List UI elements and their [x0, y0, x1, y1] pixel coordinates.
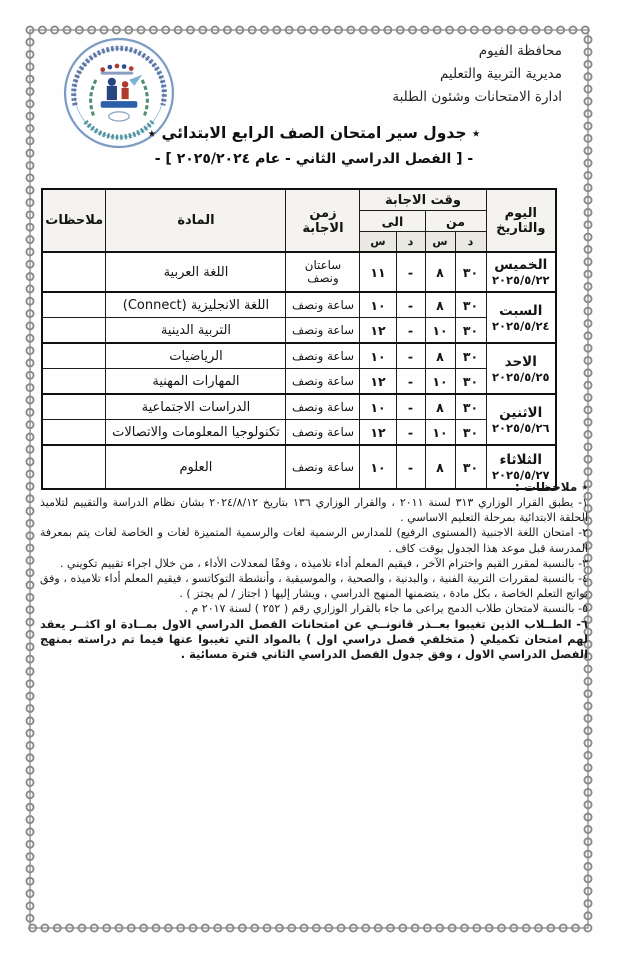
from-minutes: ٣٠ — [455, 445, 486, 489]
footnotes-heading: ٭ ملاحظات : — [514, 480, 588, 494]
duration-cell: ساعة ونصف — [286, 445, 360, 489]
to-minutes: - — [396, 343, 425, 369]
exam-schedule-table — [41, 188, 557, 490]
from-minutes: ٣٠ — [455, 343, 486, 369]
to-minutes: - — [396, 394, 425, 420]
notes-cell — [42, 420, 106, 446]
subject-cell: الرياضيات — [106, 343, 286, 369]
to-hours: ١٠ — [360, 445, 396, 489]
day-name: الاثنين — [499, 404, 543, 421]
org-line-governorate: محافظة الفيوم — [478, 43, 562, 59]
footnotes-section — [40, 479, 588, 662]
col-header-from-minutes: د — [455, 232, 486, 253]
org-line-directorate: مديرية التربية والتعليم — [439, 66, 562, 82]
duration-cell: ساعة ونصف — [286, 394, 360, 420]
from-hours: ١٠ — [425, 318, 455, 344]
col-header-to-hours: س — [360, 232, 396, 253]
to-hours: ١١ — [360, 252, 396, 292]
day-cell — [486, 252, 556, 292]
to-hours: ١٢ — [360, 318, 396, 344]
from-minutes: ٣٠ — [455, 252, 486, 292]
day-date: ٢٠٢٥/٥/٢٥ — [491, 369, 550, 384]
notes-cell — [42, 318, 106, 344]
table-row — [42, 394, 556, 420]
table-row — [42, 318, 556, 344]
col-header-from: من — [425, 211, 486, 232]
col-header-to: الى — [360, 211, 425, 232]
footnote-5: ٥- بالنسبة لامتحان طلاب الدمج يراعى ما جاء بالقرار الوزاري رقم ( ٢٥٢ ) لسنة ٢٠١٧ م . — [184, 602, 588, 616]
to-minutes: - — [396, 318, 425, 344]
to-hours: ١٢ — [360, 420, 396, 446]
day-date: ٢٠٢٥/٥/٢٤ — [491, 318, 550, 333]
notes-cell — [42, 394, 106, 420]
from-minutes: ٣٠ — [455, 369, 486, 395]
day-date: ٢٠٢٥/٥/٢٢ — [491, 273, 550, 287]
day-name: الثلاثاء — [499, 452, 542, 468]
footnote-6: ٦- الطــلاب الذين تغيبوا بعــذر قانونــي عن امتحانات الفصل الدراسي الاول بمــادة او اكثــر يعقد لهم امتحان تكميلي ( متخلفي فصل دراسي اول ) بالمواد التي تغيبوا عنها فيما تم دراسته بمنهج الفصل الدراسي الاول ، وفق جدول الفصل الدراسي الثاني فترة مسائية . — [40, 616, 588, 662]
notes-cell — [42, 252, 106, 292]
footnote-2: ٢- امتحان اللغة الاجنبية (المستوى الرفيع) للمدارس الرسمية لغات والرسمية المتميزة لغات و الخاصة لغات يتم بمعرفة المدرسة قبل موعد هذا الجدول بوقت كاف . — [40, 526, 588, 555]
duration-cell: ساعة ونصف — [286, 343, 360, 369]
duration-cell: ساعة ونصف — [286, 420, 360, 446]
day-cell — [486, 292, 556, 343]
subject-cell: اللغة الانجليزية (Connect) — [106, 292, 286, 318]
to-minutes: - — [396, 252, 425, 292]
duration-cell: ساعة ونصف — [286, 369, 360, 395]
notes-cell — [42, 369, 106, 395]
day-date: ٢٠٢٥/٥/٢٧ — [491, 468, 550, 482]
to-hours: ١٢ — [360, 369, 396, 395]
day-name: الاحد — [504, 353, 537, 370]
col-header-answer-time: وقت الاجابة — [360, 189, 486, 211]
notes-cell — [42, 292, 106, 318]
to-minutes: - — [396, 292, 425, 318]
seal-banner — [101, 101, 138, 108]
table-row — [42, 420, 556, 446]
table-row — [42, 369, 556, 395]
col-header-subject: المادة — [106, 189, 286, 252]
duration-cell: ساعة ونصف — [286, 292, 360, 318]
subject-cell: الدراسات الاجتماعية — [106, 394, 286, 420]
to-minutes: - — [396, 369, 425, 395]
footnote-3: ٣- بالنسبة لمقرر القيم واحترام الآخر ، فيقيم المعلم أداء تلاميذه ، وفقًا لمعدلات الأداء ، من خلال اجراء تقييم تكويني . — [60, 556, 588, 570]
day-cell — [486, 343, 556, 394]
subject-cell: التربية الدينية — [106, 318, 286, 344]
page-title: ٭ جدول سير امتحان الصف الرابع الابتدائي ٭ — [147, 124, 481, 142]
col-header-duration: زمن الاجابة — [286, 189, 360, 252]
org-header-block — [392, 40, 562, 109]
from-minutes: ٣٠ — [455, 394, 486, 420]
subject-cell: اللغة العربية — [106, 252, 286, 292]
org-line-exams-admin: ادارة الامتحانات وشئون الطلبة — [392, 89, 562, 105]
table-row — [42, 292, 556, 318]
duration-cell: ساعتان ونصف — [286, 252, 360, 292]
day-name: الخميس — [494, 257, 548, 273]
from-hours: ١٠ — [425, 420, 455, 446]
col-header-from-hours: س — [425, 232, 455, 253]
table-row — [42, 343, 556, 369]
footnote-4: ٤- بالنسبة لمقررات التربية الفنية ، والبدنية ، والصحية ، والموسيقية ، وأنشطة التوكاتسو ، فيقيم المعلم أداء تلاميذه ، وفق نواتج التعلم الخاصة ، بكل مادة ، يتضمنها المنهج الدراسي ، ويشار إليها ( اجتاز / لم يجتز ) . — [40, 572, 588, 601]
to-hours: ١٠ — [360, 343, 396, 369]
from-hours: ٨ — [425, 343, 455, 369]
subject-cell: تكنولوجيا المعلومات والاتصالات — [106, 420, 286, 446]
schedule-table-wrap — [41, 188, 557, 490]
from-hours: ٨ — [425, 292, 455, 318]
subject-cell: العلوم — [106, 445, 286, 489]
day-name: السبت — [499, 302, 543, 319]
footnote-1: ١- يطبق القرار الوزاري ٣١٣ لسنة ٢٠١١ ، والقرار الوزاري ١٣٦ بتاريخ ٢٠٢٤/٨/١٢ بشان نظام الدراسة والتقييم لتلاميذ الحلقة الابتدائية بمرحلة التعليم الاساسي . — [40, 496, 589, 525]
page-subtitle: - [ الفصل الدراسي الثاني - عام ٢٠٢٥/٢٠٢٤ ] - — [154, 151, 474, 167]
to-minutes: - — [396, 445, 425, 489]
from-hours: ٨ — [425, 445, 455, 489]
col-header-notes: ملاحظات — [42, 189, 106, 252]
day-date: ٢٠٢٥/٥/٢٦ — [491, 420, 550, 435]
from-minutes: ٣٠ — [455, 292, 486, 318]
to-minutes: - — [396, 420, 425, 446]
day-cell — [486, 394, 556, 445]
from-minutes: ٣٠ — [455, 318, 486, 344]
notes-cell — [42, 343, 106, 369]
table-row — [42, 252, 556, 292]
from-hours: ٨ — [425, 394, 455, 420]
to-hours: ١٠ — [360, 292, 396, 318]
from-hours: ٨ — [425, 252, 455, 292]
subject-cell: المهارات المهنية — [106, 369, 286, 395]
from-minutes: ٣٠ — [455, 420, 486, 446]
from-hours: ١٠ — [425, 369, 455, 395]
col-header-day: اليوم والتاريخ — [486, 189, 556, 252]
col-header-to-minutes: د — [396, 232, 425, 253]
duration-cell: ساعة ونصف — [286, 318, 360, 344]
to-hours: ١٠ — [360, 394, 396, 420]
